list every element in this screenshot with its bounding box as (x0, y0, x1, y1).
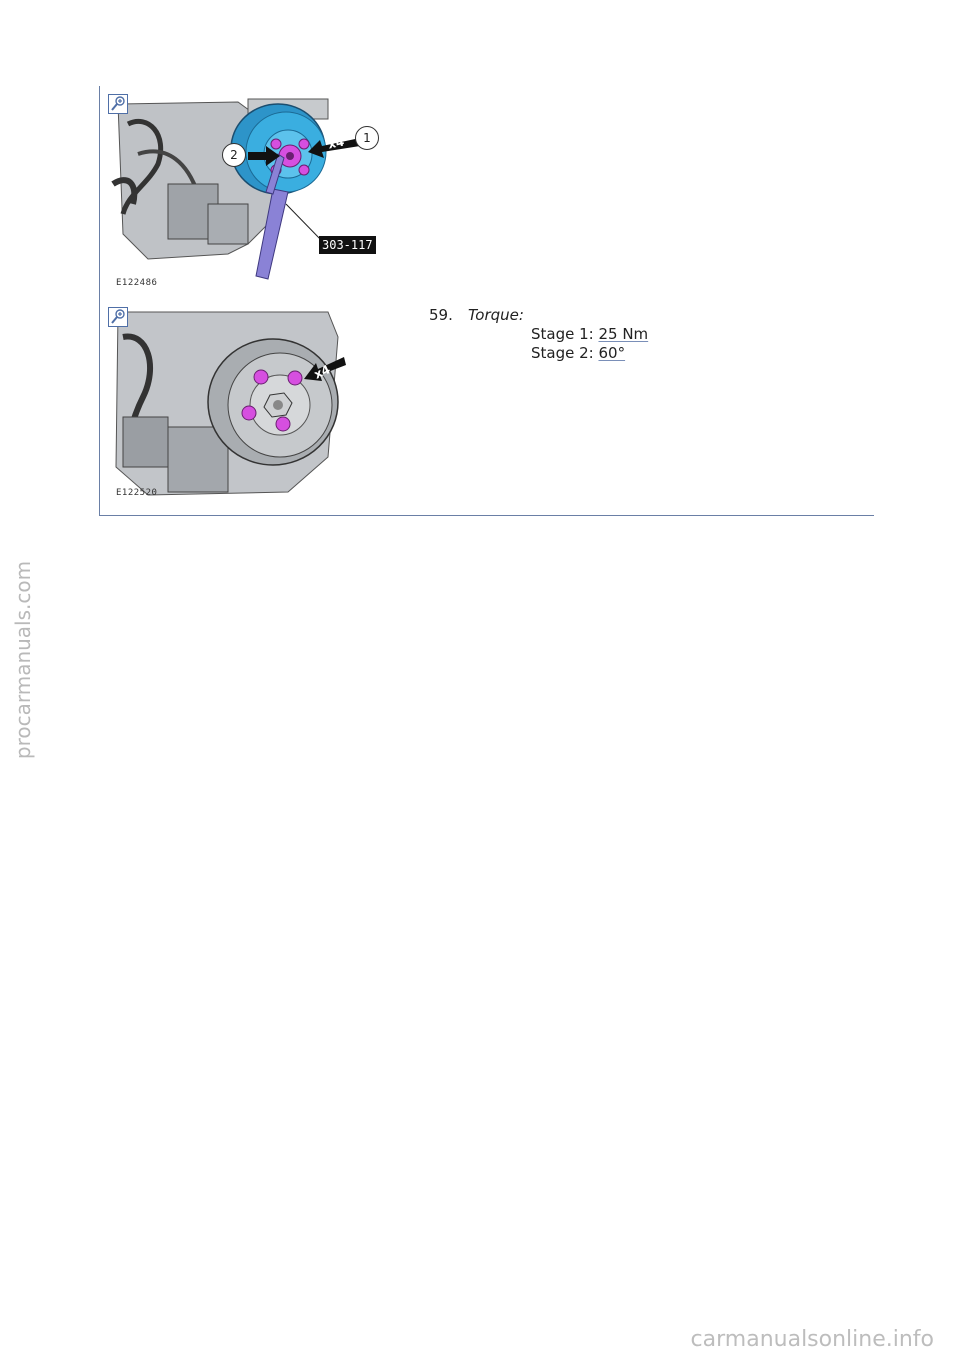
quantity-tag: x4 (326, 134, 346, 152)
stage-2-value[interactable]: 60° (598, 344, 626, 362)
bottom-watermark: carmanualsonline.info (690, 1327, 934, 1352)
stage-1 (531, 325, 648, 344)
figure-2 (108, 307, 384, 502)
stage-1-label: Stage 1: (531, 325, 599, 343)
callout-2: 2 (222, 143, 246, 167)
stage-2-label: Stage 2: (531, 344, 599, 362)
engine-illustration-2 (108, 307, 384, 502)
figure-id: E122520 (116, 488, 158, 498)
step-label: Torque: (468, 306, 524, 324)
engine-illustration-1 (108, 94, 384, 292)
figure-1 (108, 94, 384, 292)
figure-id: E122486 (116, 278, 158, 288)
step-number: 59. (429, 306, 453, 324)
side-watermark: procarmanuals.com (11, 560, 35, 760)
stage-2 (531, 344, 625, 363)
zoom-icon[interactable] (108, 307, 128, 327)
callout-1: 1 (355, 126, 379, 150)
tool-label: 303-117 (319, 236, 376, 254)
stage-1-value[interactable]: 25 Nm (598, 325, 649, 343)
quantity-tag: x4 (311, 362, 333, 382)
zoom-icon[interactable] (108, 94, 128, 114)
